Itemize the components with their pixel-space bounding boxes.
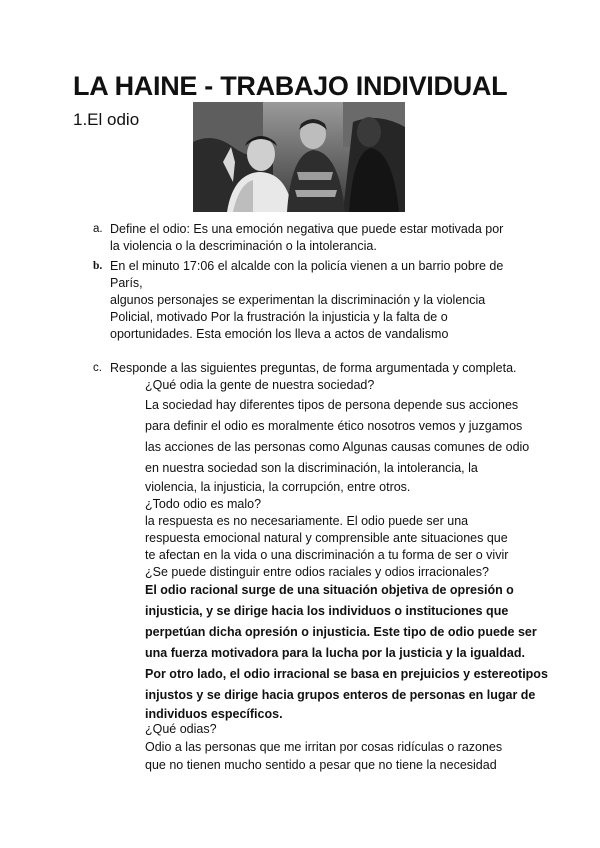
answer-3-line-3: perpetúan dicha opresión o injusticia. Este tipo de odio puede ser: [145, 625, 537, 639]
answer-3-line-6: injustos y se dirige hacia grupos enteros de personas en lugar de: [145, 688, 536, 702]
question-2: ¿Todo odio es malo?: [145, 497, 262, 511]
answer-4-line-2: que no tienen mucho sentido a pesar que no tiene la necesidad: [145, 758, 497, 772]
list-marker-b: b.: [93, 260, 103, 272]
answer-1-line-1: La sociedad hay diferentes tipos de persona depende sus acciones: [145, 398, 519, 412]
answer-2-line-3: te afectan en la vida o una discriminación a tu forma de ser o vivir: [145, 548, 509, 562]
item-a-line-1: Define el odio: Es una emoción negativa que puede estar motivada por: [110, 222, 504, 236]
answer-3-line-1: El odio racional surge de una situación objetiva de opresión o: [145, 583, 514, 597]
item-a-line-2: la violencia o la descriminación o la intolerancia.: [110, 239, 377, 253]
question-4: ¿Qué odias?: [145, 722, 217, 736]
answer-1-line-2: para definir el odio es moralmente ético nosotros vemos y juzgamos: [145, 419, 523, 433]
answer-2-line-2: respuesta emocional natural y comprensible ante situaciones que: [145, 531, 508, 545]
item-c-intro: Responde a las siguientes preguntas, de forma argumentada y completa.: [110, 361, 517, 375]
list-marker-c: c.: [93, 362, 102, 374]
answer-3-line-5: Por otro lado, el odio irracional se basa en prejuicios y estereotipos: [145, 667, 548, 681]
item-b-line-2: París,: [110, 276, 143, 290]
answer-1-line-4: en nuestra sociedad son la discriminación, la intolerancia, la: [145, 461, 478, 475]
answer-3-line-2: injusticia, y se dirige hacia los individuos o instituciones que: [145, 604, 509, 618]
question-1: ¿Qué odia la gente de nuestra sociedad?: [145, 378, 375, 392]
answer-1-line-5: violencia, la injusticia, la corrupción, entre otros.: [145, 480, 411, 494]
section-heading: 1.El odio: [73, 110, 140, 129]
film-still-photo: [193, 102, 405, 212]
item-b-line-5: oportunidades. Esta emoción los lleva a actos de vandalismo: [110, 327, 449, 341]
answer-2-line-1: la respuesta es no necesariamente. El odio puede ser una: [145, 514, 469, 528]
list-marker-a: a.: [93, 223, 103, 235]
answer-4-line-1: Odio a las personas que me irritan por cosas ridículas o razones: [145, 740, 503, 754]
item-b-line-4: Policial, motivado Por la frustración la injusticia y la falta de o: [110, 310, 448, 324]
answer-3-line-7: individuos específicos.: [145, 707, 283, 721]
document-title: LA HAINE - TRABAJO INDIVIDUAL: [73, 71, 508, 101]
answer-1-line-3: las acciones de las personas como Algunas causas comunes de odio: [145, 440, 530, 454]
answer-3-line-4: una fuerza motivadora para la lucha por la justicia y la igualdad.: [145, 646, 525, 660]
item-b-line-3: algunos personajes se experimentan la discriminación y la violencia: [110, 293, 486, 307]
item-b-line-1: En el minuto 17:06 el alcalde con la policía vienen a un barrio pobre de: [110, 259, 504, 273]
question-3: ¿Se puede distinguir entre odios raciales y odios irracionales?: [145, 565, 489, 579]
